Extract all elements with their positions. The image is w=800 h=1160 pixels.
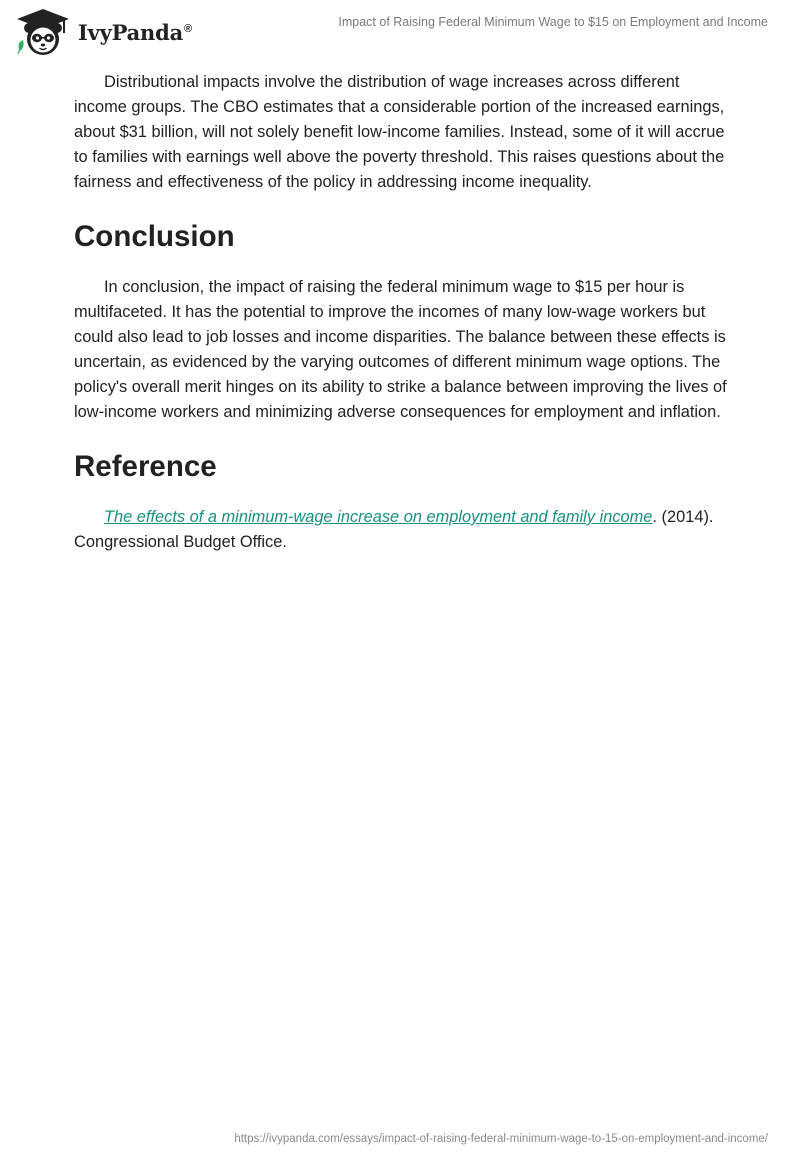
reference-heading: Reference [74, 450, 217, 483]
reference-year: . (2014). [652, 508, 714, 526]
distributional-impacts-paragraph: Distributional impacts involve the distribution of wage increases across different income groups. The CBO estimates that a considerable portion of the increased earnings, about $31 billion, will not solely benefit low-income families. Instead, some of it will accrue to families with earnings well above the poverty threshold. This raises questions about the fairness and effectiveness of the policy in addressing income inequality. [74, 73, 725, 191]
reference-publisher: Congressional Budget Office. [74, 533, 287, 551]
reference-link[interactable]: The effects of a minimum-wage increase on employment and family income [104, 508, 653, 526]
conclusion-paragraph: In conclusion, the impact of raising the federal minimum wage to $15 per hour is multifaceted. It has the potential to improve the incomes of many low-wage workers but could also lead to job losses and income disparities. The balance between these effects is uncertain, as evidenced by the varying outcomes of different minimum wage options. The policy's overall merit hinges on its ability to strike a balance between improving the lives of low-income workers and minimizing adverse consequences for employment and inflation. [74, 278, 727, 421]
registered-mark: ® [184, 22, 192, 35]
brand-logo[interactable] [14, 6, 192, 58]
essay-content [74, 70, 734, 555]
reference-entry [74, 505, 734, 555]
brand-name: IvyPanda® [78, 19, 192, 45]
document-title: Impact of Raising Federal Minimum Wage to $15 on Employment and Income [338, 15, 768, 29]
panda-graduate-icon [14, 7, 72, 57]
footer-source-url[interactable]: https://ivypanda.com/essays/impact-of-raising-federal-minimum-wage-to-15-on-employment-and-income/ [234, 1133, 768, 1145]
conclusion-heading: Conclusion [74, 220, 235, 253]
page-header [0, 0, 800, 64]
